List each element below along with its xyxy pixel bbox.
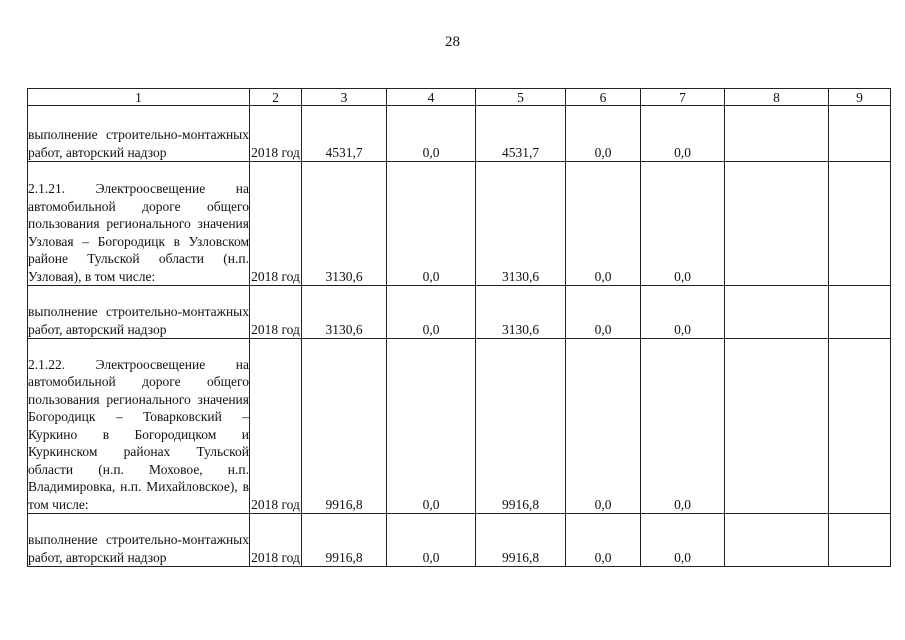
cell-col6: 0,0 [566, 514, 641, 567]
cell-col7: 0,0 [641, 286, 725, 339]
cell-col6: 0,0 [566, 162, 641, 286]
table-row [28, 162, 891, 286]
row-year: 2018 год [250, 162, 302, 286]
cell-col4: 0,0 [387, 162, 476, 286]
row-year: 2018 год [250, 286, 302, 339]
cell-col4: 0,0 [387, 106, 476, 162]
column-header: 1 [28, 89, 250, 106]
column-header: 6 [566, 89, 641, 106]
row-year: 2018 год [250, 514, 302, 567]
cell-col6: 0,0 [566, 106, 641, 162]
column-header: 7 [641, 89, 725, 106]
cell-col9 [829, 106, 891, 162]
table-row [28, 514, 891, 567]
cell-col7: 0,0 [641, 514, 725, 567]
row-description: выполнение строительно-монтажных работ, авторский надзор [28, 286, 250, 339]
column-number-row [28, 89, 891, 106]
cell-col8 [725, 339, 829, 514]
page-number: 28 [445, 34, 460, 50]
cell-col9 [829, 286, 891, 339]
cell-col5: 9916,8 [476, 514, 566, 567]
cell-col8 [725, 106, 829, 162]
cell-col8 [725, 286, 829, 339]
cell-col5: 3130,6 [476, 286, 566, 339]
cell-col4: 0,0 [387, 339, 476, 514]
cell-col6: 0,0 [566, 286, 641, 339]
cell-col7: 0,0 [641, 162, 725, 286]
cell-col3: 4531,7 [302, 106, 387, 162]
cell-col3: 3130,6 [302, 286, 387, 339]
column-header: 9 [829, 89, 891, 106]
cell-col4: 0,0 [387, 514, 476, 567]
cell-col7: 0,0 [641, 339, 725, 514]
table-row [28, 286, 891, 339]
cell-col8 [725, 162, 829, 286]
row-description: выполнение строительно-монтажных работ, авторский надзор [28, 106, 250, 162]
cell-col3: 3130,6 [302, 162, 387, 286]
cell-col7: 0,0 [641, 106, 725, 162]
cell-col8 [725, 514, 829, 567]
budget-table [27, 88, 891, 567]
cell-col5: 9916,8 [476, 339, 566, 514]
cell-col4: 0,0 [387, 286, 476, 339]
column-header: 3 [302, 89, 387, 106]
cell-col3: 9916,8 [302, 514, 387, 567]
row-description: 2.1.22. Электроосвещение на автомобильной дороге общего пользования регионального значения Богородицк – Товарковский – Куркино в Богородицком и Куркинском районах Тульской области (н.п. Моховое, н.п. Владимировка, н.п. Михайловское), в том числе: [28, 339, 250, 514]
cell-col9 [829, 162, 891, 286]
column-header: 4 [387, 89, 476, 106]
column-header: 5 [476, 89, 566, 106]
row-description: 2.1.21. Электроосвещение на автомобильной дороге общего пользования регионального значения Узловая – Богородицк в Узловском районе Тульской области (н.п. Узловая), в том числе: [28, 162, 250, 286]
cell-col3: 9916,8 [302, 339, 387, 514]
table-row [28, 339, 891, 514]
cell-col6: 0,0 [566, 339, 641, 514]
row-year: 2018 год [250, 106, 302, 162]
column-header: 2 [250, 89, 302, 106]
column-header: 8 [725, 89, 829, 106]
cell-col9 [829, 514, 891, 567]
row-year: 2018 год [250, 339, 302, 514]
cell-col5: 3130,6 [476, 162, 566, 286]
cell-col5: 4531,7 [476, 106, 566, 162]
table-row [28, 106, 891, 162]
row-description: выполнение строительно-монтажных работ, авторский надзор [28, 514, 250, 567]
cell-col9 [829, 339, 891, 514]
